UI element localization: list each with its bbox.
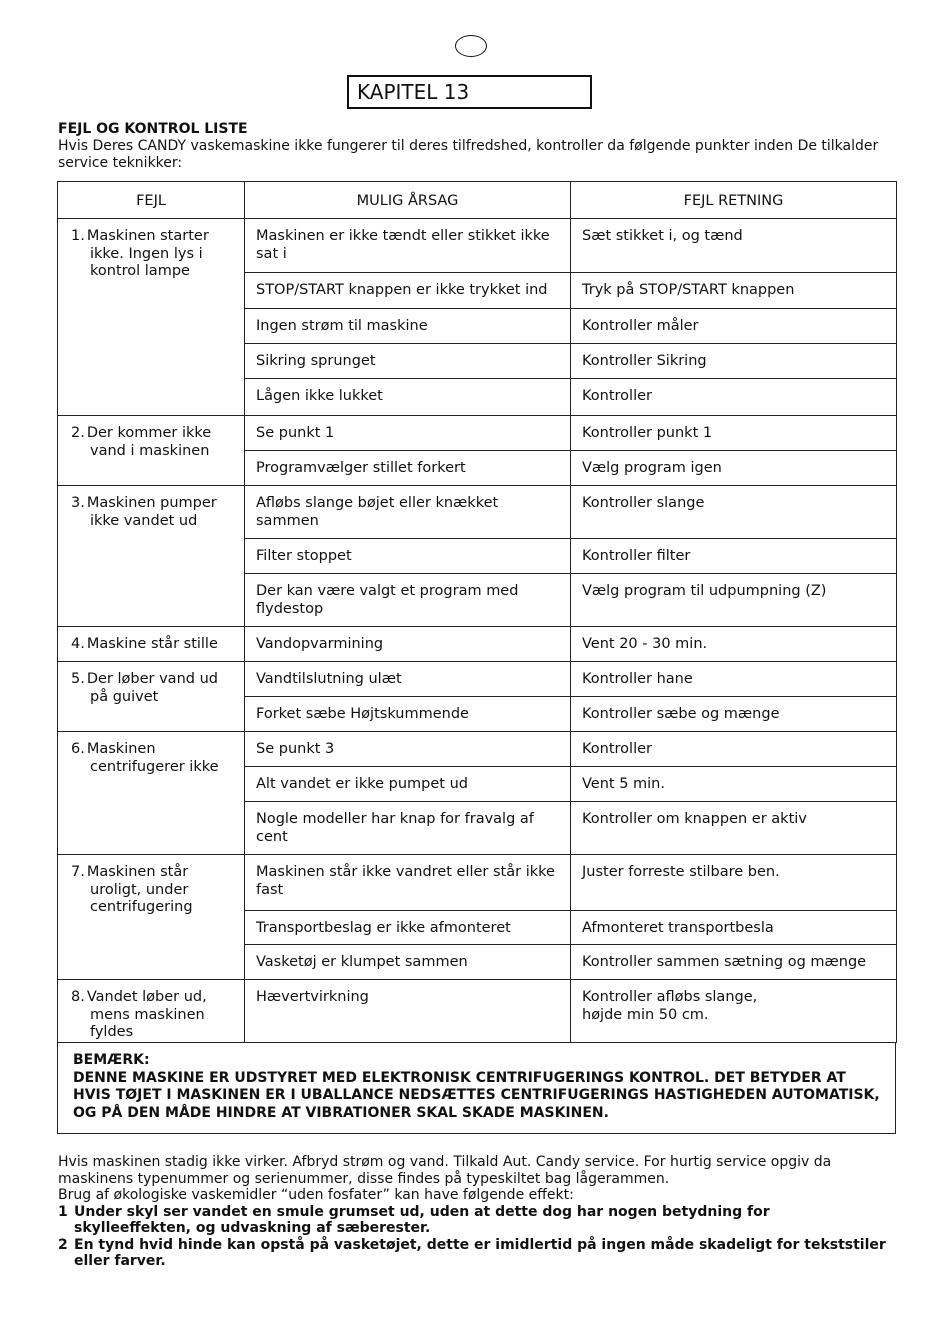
fault-cell	[58, 219, 245, 416]
remedy-cell: Tryk på STOP/START knappen	[571, 273, 897, 309]
fault-cell	[58, 855, 245, 980]
table-row	[58, 662, 897, 697]
cause-cell: Alt vandet er ikke pumpet ud	[245, 767, 571, 802]
table-row	[58, 627, 897, 662]
cause-cell: Maskinen er ikke tændt eller stikket ikke sat i	[245, 219, 571, 273]
remedy-cell: Afmonteret transportbesla	[571, 911, 897, 945]
cause-cell: Der kan være valgt et program med flydestop	[245, 574, 571, 627]
fault-text-line: kontrol lampe	[90, 263, 190, 279]
fault-text: Maskinen pumper	[86, 495, 217, 511]
cause-cell: Filter stoppet	[245, 539, 571, 574]
intro	[58, 121, 888, 172]
remedy-cell: Vent 5 min.	[571, 767, 897, 802]
note-box	[57, 1043, 896, 1134]
fault-text-line: på guivet	[90, 688, 159, 705]
table-row	[58, 219, 897, 273]
cause-cell: STOP/START knappen er ikke trykket ind	[245, 273, 571, 309]
cause-cell: Afløbs slange bøjet eller knækket sammen	[245, 486, 571, 539]
header-remedy: FEJL RETNING	[571, 182, 897, 219]
fault-text-line: centrifugerer ikke	[90, 758, 219, 775]
fault-number: 6.	[71, 741, 85, 757]
remedy-cell: Kontroller	[571, 379, 897, 416]
note-text: DENNE MASKINE ER UDSTYRET MED ELEKTRONISK CENTRIFUGERINGS KONTROL. DET BETYDER AT HVIS TØJET I MASKINEN ER I UBALLANCE NEDSÆTTES CENTRIFUGERINGS HASTIGHEDEN AUTOMATISK, OG PÅ DEN MÅDE HINDRE AT VIBRATIONER SKAL SKADE MASKINEN.	[73, 1069, 880, 1121]
cause-cell: Lågen ikke lukket	[245, 379, 571, 416]
fault-text-line: uroligt, under	[90, 881, 189, 898]
chapter-title: KAPITEL 13	[347, 75, 592, 109]
remedy-cell: Kontroller filter	[571, 539, 897, 574]
fault-cell	[58, 980, 245, 1043]
fault-number: 7.	[71, 864, 85, 880]
fault-number: 8.	[71, 989, 85, 1005]
fault-cell	[58, 627, 245, 662]
cause-cell: Forket sæbe Højtskummende	[245, 697, 571, 732]
footer-text	[58, 1154, 888, 1270]
remedy-cell: Vælg program til udpumpning (Z)	[571, 574, 897, 627]
fault-text: Maskinen starter	[86, 228, 209, 244]
remedy-cell: Kontroller sæbe og mænge	[571, 697, 897, 732]
header-cause: MULIG ÅRSAG	[245, 182, 571, 219]
cause-cell: Sikring sprunget	[245, 344, 571, 379]
fault-text: Maskinen	[86, 741, 156, 757]
fault-text: Maskinen står	[86, 864, 189, 880]
cause-cell: Vasketøj er klumpet sammen	[245, 945, 571, 980]
cause-cell: Se punkt 1	[245, 416, 571, 451]
remedy-cell: Kontroller sammen sætning og mænge	[571, 945, 897, 980]
fault-cell	[58, 416, 245, 486]
fault-cell	[58, 486, 245, 627]
remedy-cell: Vælg program igen	[571, 451, 897, 486]
cause-cell: Vandtilslutning ulæt	[245, 662, 571, 697]
cause-cell: Transportbeslag er ikke afmonteret	[245, 911, 571, 945]
fault-text: Maskine står stille	[86, 636, 218, 652]
remedy-cell: Sæt stikket i, og tænd	[571, 219, 897, 273]
cause-cell: Vandopvarmining	[245, 627, 571, 662]
fault-text-line: fyldes	[90, 1024, 134, 1040]
fault-text: Vandet løber ud,	[86, 989, 207, 1005]
table-row	[58, 855, 897, 911]
cause-cell: Se punkt 3	[245, 732, 571, 767]
remedy-cell: Kontroller om knappen er aktiv	[571, 802, 897, 855]
fault-cell	[58, 732, 245, 855]
fault-number: 5.	[71, 671, 85, 687]
fault-text: Der løber vand ud	[86, 671, 218, 687]
fault-text-line: ikke vandet ud	[90, 512, 198, 529]
remedy-cell: Juster forreste stilbare ben.	[571, 855, 897, 911]
intro-text: Hvis Deres CANDY vaskemaskine ikke fungerer til deres tilfredshed, kontroller da følgende punkter inden De tilkalder service teknikker:	[58, 138, 879, 171]
footer-item: 2 En tynd hvid hinde kan opstå på vasketøjet, dette er imidlertid på ingen måde skadeligt for tekststiler eller farver.	[58, 1236, 886, 1269]
footer-item: 1 Under skyl ser vandet en smule grumset ud, uden at dette dog har nogen betydning for skylleeffekten, og udvaskning af sæberester.	[58, 1203, 770, 1236]
remedy-cell: Kontroller slange	[571, 486, 897, 539]
remedy-cell: Kontroller hane	[571, 662, 897, 697]
fault-text-line: ikke. Ingen lys i	[90, 245, 203, 262]
table-row	[58, 486, 897, 539]
table-row	[58, 732, 897, 767]
table-header-row	[58, 182, 897, 219]
language-oval-mark	[455, 35, 487, 57]
table-row	[58, 416, 897, 451]
fault-number: 4.	[71, 636, 85, 652]
remedy-cell: Vent 20 - 30 min.	[571, 627, 897, 662]
remedy-cell: Kontroller punkt 1	[571, 416, 897, 451]
fault-number: 2.	[71, 425, 85, 441]
table-row	[58, 980, 897, 1043]
fault-number: 1.	[71, 228, 85, 244]
cause-cell: Hævertvirkning	[245, 980, 571, 1043]
remedy-cell: Kontroller afløbs slange, højde min 50 cm.	[571, 980, 897, 1043]
fault-text-line: centrifugering	[90, 899, 193, 915]
cause-cell: Ingen strøm til maskine	[245, 309, 571, 344]
remedy-cell: Kontroller måler	[571, 309, 897, 344]
list-heading: FEJL OG KONTROL LISTE	[58, 121, 248, 137]
fault-table	[57, 181, 897, 1043]
remedy-cell: Kontroller	[571, 732, 897, 767]
fault-number: 3.	[71, 495, 85, 511]
cause-cell: Maskinen står ikke vandret eller står ikke fast	[245, 855, 571, 911]
header-fault: FEJL	[58, 182, 245, 219]
fault-cell	[58, 662, 245, 732]
cause-cell: Programvælger stillet forkert	[245, 451, 571, 486]
remedy-cell: Kontroller Sikring	[571, 344, 897, 379]
fault-text: Der kommer ikke	[86, 425, 212, 441]
note-heading: BEMÆRK:	[73, 1052, 150, 1068]
footer-paragraph-2: Brug af økologiske vaskemidler “uden fosfater” kan have følgende effekt:	[58, 1187, 574, 1203]
footer-paragraph-1: Hvis maskinen stadig ikke virker. Afbryd strøm og vand. Tilkald Aut. Candy service. For hurtig service opgiv da maskinens typenummer og serienummer, disse findes på typeskiltet bag lågerammen.	[58, 1154, 832, 1187]
fault-text-line: vand i maskinen	[90, 442, 210, 459]
cause-cell: Nogle modeller har knap for fravalg af cent	[245, 802, 571, 855]
fault-text-line: mens maskinen	[90, 1006, 205, 1023]
